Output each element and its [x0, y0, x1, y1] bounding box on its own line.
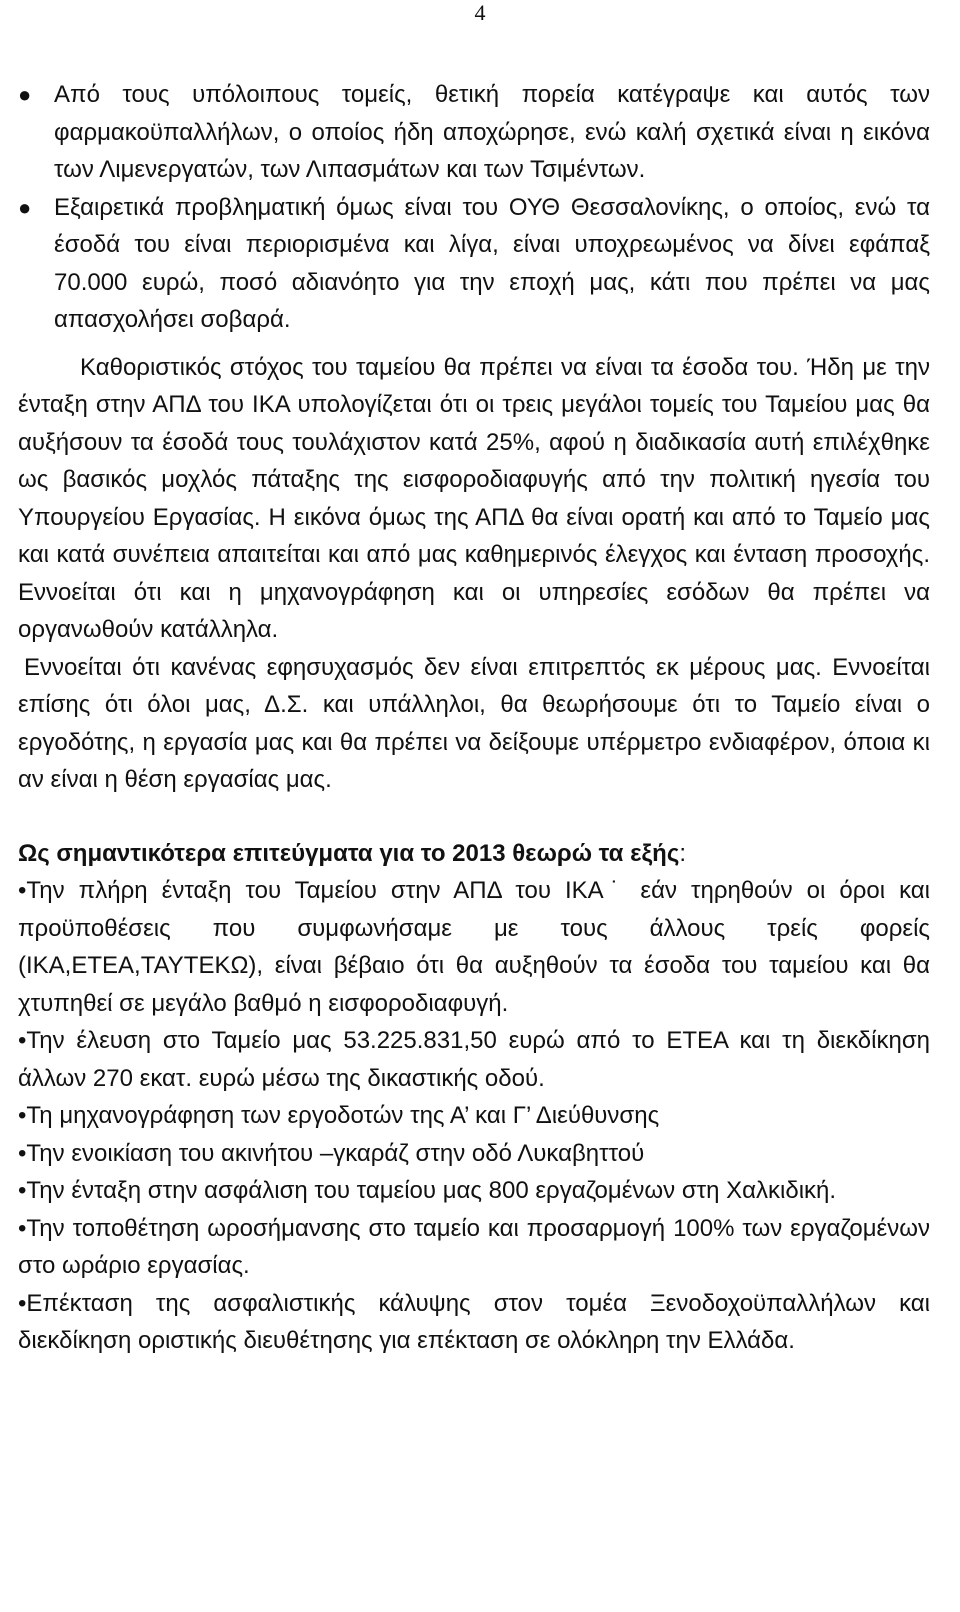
list-item: •Την ένταξη στην ασφάλιση του ταμείου μας 800 εργαζομένων στη Χαλκιδική. [18, 1177, 837, 1204]
bullet-icon: ● [18, 82, 32, 107]
paragraph: Καθοριστικός στόχος του ταμείου θα πρέπει να είναι τα έσοδα του. Ήδη με την ένταξη στην ΑΠΔ του ΙΚΑ υπολογίζεται ότι οι τρεις μεγάλοι τομείς του Ταμείου μας θα αυξήσουν τα έσοδά τους τουλάχιστον κατά 25%, αφού η διαδικασία αυτή επιλέχθηκε ως βασικός μοχλός πάταξης της εισφοροδιαφυγής από την πολιτική ηγεσία του Υπουργείου Εργασίας. Η εικόνα όμως της ΑΠΔ θα είναι ορατή και από το Ταμείο μας και κατά συνέπεια απαιτείται και από μας καθημερινός έλεγχος και ένταση προσοχής. Εννοείται ότι και η μηχανογράφηση και οι υπηρεσίες εσόδων θα πρέπει να οργανωθούν κατάλληλα. [18, 353, 930, 643]
document-body [18, 76, 930, 1360]
heading-text: Ως σημαντικότερα επιτεύγματα για το 2013 θεωρώ τα εξής [18, 839, 680, 867]
list-item: •Τη μηχανογράφηση των εργοδοτών της Α’ και Γ’ Διεύθυνσης [18, 1102, 660, 1129]
list-item [18, 76, 930, 189]
list-item: •Την έλευση στο Ταμείο μας 53.225.831,50 ευρώ από το ΕΤΕΑ και τη διεκδίκηση άλλων 270 εκατ. ευρώ μέσω της δικαστικής οδού. [18, 1027, 930, 1092]
bullet-text: Από τους υπόλοιπους τομείς, θετική πορεία κατέγραψε και αυτός των φαρμακοϋπαλλήλων, ο οποίος ήδη αποχώρησε, ενώ καλή σχετικά είναι η εικόνα των Λιμενεργατών, των Λιπασμάτων και των Τσιμέντων. [54, 81, 930, 183]
list-item: •Την τοποθέτηση ωροσήμανσης στο ταμείο και προσαρμογή 100% των εργαζομένων στο ωράριο εργασίας. [18, 1214, 930, 1279]
list-item: •Την πλήρη ένταξη του Ταμείου στην ΑΠΔ του ΙΚΑ˙ εάν τηρηθούν οι όροι και προϋποθέσεις που συμφωνήσαμε με τους άλλους τρείς φορείς (ΙΚΑ,ΕΤΕΑ,ΤΑΥΤΕΚΩ), είναι βέβαιο ότι θα αυξηθούν τα έσοδα του ταμείου και θα χτυπηθεί σε μεγάλο βαθμό η εισφοροδιαφυγή. [18, 877, 930, 1017]
achievements-heading [18, 835, 930, 873]
list-item [18, 189, 930, 339]
list-item: •Την ενοικίαση του ακινήτου –γκαράζ στην οδό Λυκαβηττού [18, 1139, 645, 1167]
list-item: •Επέκταση της ασφαλιστικής κάλυψης στον τομέα Ξενοδοχοϋπαλλήλων και διεκδίκηση οριστικής διευθέτησης για επέκταση σε ολόκληρη την Ελλάδα. [18, 1289, 930, 1354]
paragraph: Εννοείται ότι κανένας εφησυχασμός δεν είναι επιτρεπτός εκ μέρους μας. Εννοείται επίσης ότι όλοι μας, Δ.Σ. και υπάλληλοι, θα θεωρήσουμε ότι το Ταμείο είναι ο εργοδότης, η εργασία μας και θα πρέπει να δείξουμε υπέρμετρο ενδιαφέρον, όποια κι αν είναι η θέση εργασίας μας. [18, 653, 930, 793]
heading-colon: : [679, 839, 686, 867]
bullet-icon: ● [18, 194, 32, 220]
page-number: 4 [474, 0, 486, 25]
bullet-text: Εξαιρετικά προβληματική όμως είναι του ΟΥΘ Θεσσαλονίκης, ο οποίος, ενώ τα έσοδά του είναι περιορισμένα και λίγα, είναι υποχρεωμένος να δίνει εφάπαξ 70.000 ευρώ, ποσό αδιανόητο για την εποχή μας, κάτι που πρέπει να μας απασχολήσει σοβαρά. [54, 193, 930, 333]
